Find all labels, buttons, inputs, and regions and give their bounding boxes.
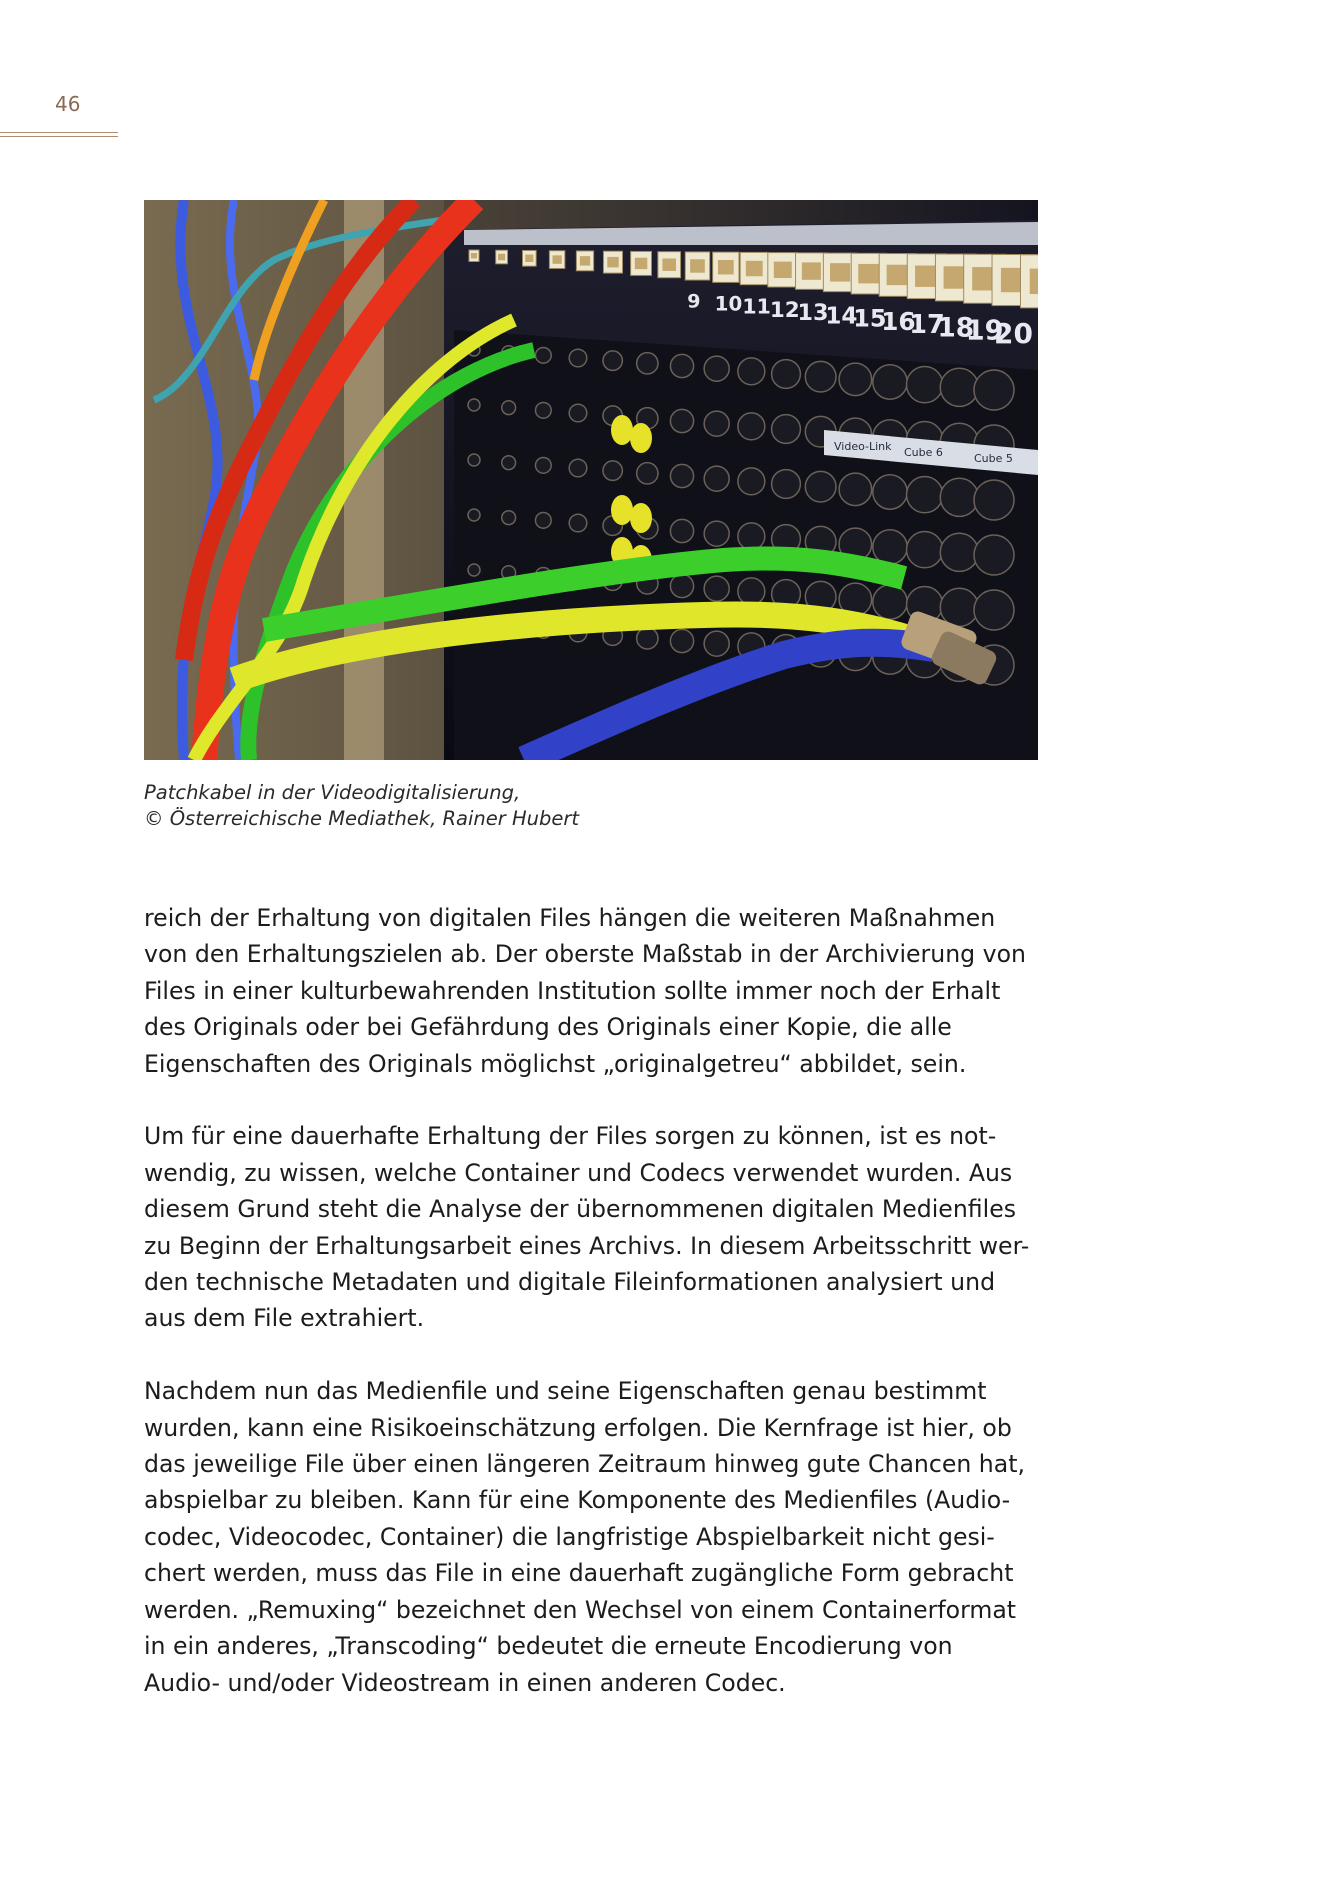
- paragraph-line: werden. „Remuxing“ bezeichnet den Wechsel von einem Containerformat: [144, 1595, 1017, 1624]
- paragraph-line: Eigenschaften des Originals möglichst „originalgetreu“ abbildet, sein.: [144, 1049, 967, 1078]
- port-number-label: 14: [825, 303, 858, 330]
- port-number-label: 15: [853, 304, 887, 333]
- port-number-label: 19: [965, 315, 1004, 347]
- bnc-connector: [907, 477, 943, 513]
- bnc-connector: [704, 521, 729, 546]
- rj45-port-socket: [915, 265, 938, 286]
- rj45-port-socket: [718, 260, 734, 274]
- figure-caption: [144, 780, 1038, 832]
- bnc-connector: [738, 413, 765, 440]
- bnc-connector: [670, 354, 693, 377]
- bnc-connector: [873, 365, 907, 399]
- paragraph-line: das jeweilige File über einen längeren Zeitraum hinweg gute Chancen hat,: [144, 1450, 1025, 1479]
- port-number-label: 16: [881, 306, 916, 336]
- bnc-connector: [873, 475, 907, 509]
- rj45-port-socket: [1030, 269, 1038, 294]
- bnc-connector: [637, 628, 658, 649]
- patch-cable-photo: [144, 200, 1038, 760]
- bnc-connector: [873, 530, 907, 564]
- bnc-connector: [839, 473, 872, 506]
- bnc-connector: [704, 411, 729, 436]
- bnc-connector: [502, 456, 516, 470]
- bnc-connector: [974, 535, 1014, 575]
- bnc-connector: [569, 514, 587, 532]
- bnc-connector: [974, 480, 1014, 520]
- panel-label-text: Cube 5: [974, 452, 1013, 465]
- caption-line: © Österreichische Mediathek, Rainer Hubert: [144, 807, 580, 830]
- rj45-port-socket: [662, 258, 676, 270]
- bnc-connector: [468, 454, 480, 466]
- bnc-connector: [569, 404, 587, 422]
- rj45-port-socket: [690, 259, 705, 272]
- rj45-port-socket: [802, 262, 821, 279]
- bnc-connector: [940, 533, 978, 571]
- paragraph-line: zu Beginn der Erhaltungsarbeit eines Archivs. In diesem Arbeitsschritt wer-: [144, 1231, 1030, 1260]
- bnc-connector: [805, 361, 836, 392]
- rj45-port-socket: [774, 262, 792, 278]
- bnc-connector: [704, 356, 729, 381]
- paragraph-line: Um für eine dauerhafte Erhaltung der Files sorgen zu können, ist es not-: [144, 1122, 997, 1151]
- rj45-port-socket: [607, 257, 618, 267]
- port-number-label: 13: [797, 300, 829, 327]
- bnc-connector: [535, 402, 551, 418]
- bnc-connector: [772, 360, 801, 389]
- bnc-connector: [704, 576, 729, 601]
- port-number-label: 12: [769, 297, 800, 323]
- paragraph: [144, 1118, 1044, 1336]
- bnc-connector: [940, 478, 978, 516]
- bnc-connector: [535, 347, 551, 363]
- panel-label-text: Video-Link: [834, 440, 892, 453]
- bnc-connector: [468, 564, 480, 576]
- rj45-port-socket: [887, 265, 909, 285]
- bnc-connector: [603, 351, 622, 370]
- bnc-connector: [569, 459, 587, 477]
- paragraph-line: Nachdem nun das Medienfile und seine Eigenschaften genau bestimmt: [144, 1377, 987, 1406]
- bnc-connector: [974, 590, 1014, 630]
- port-number-label: 10: [714, 292, 743, 316]
- bnc-connector: [772, 415, 801, 444]
- bnc-connector: [738, 523, 765, 550]
- paragraph: [144, 1373, 1044, 1701]
- bnc-connector: [502, 401, 516, 415]
- bnc-connector: [772, 470, 801, 499]
- bnc-connector: [907, 367, 943, 403]
- bnc-connector: [670, 574, 693, 597]
- bnc-connector: [603, 461, 622, 480]
- body-text: [144, 900, 1044, 1737]
- header-rule-top: [0, 132, 118, 133]
- yellow-plug: [611, 495, 633, 525]
- rj45-port-socket: [525, 255, 533, 262]
- port-number-label: 20: [994, 316, 1033, 350]
- yellow-plug: [611, 415, 633, 445]
- rj45-port-socket: [498, 254, 505, 260]
- paragraph-line: Files in einer kulturbewahrenden Institution sollte immer noch der Erhalt: [144, 976, 1001, 1005]
- page-number: 46: [55, 92, 81, 116]
- paragraph-line: codec, Videocodec, Container) die langfristige Abspielbarkeit nicht gesi-: [144, 1522, 995, 1551]
- bnc-connector: [670, 409, 693, 432]
- rj45-port-socket: [635, 258, 648, 269]
- bnc-connector: [468, 399, 480, 411]
- header-rule-bottom: [0, 136, 118, 137]
- paragraph-line: chert werden, muss das File in eine dauerhaft zugängliche Form gebracht: [144, 1559, 1014, 1588]
- bnc-connector: [873, 585, 907, 619]
- bnc-connector: [670, 519, 693, 542]
- bnc-connector: [974, 370, 1014, 410]
- rj45-port-socket: [552, 255, 561, 263]
- paragraph-line: den technische Metadaten und digitale Fileinformationen analysiert und: [144, 1268, 996, 1297]
- rj45-port-socket: [471, 253, 477, 259]
- bnc-connector: [637, 353, 658, 374]
- rj45-port-socket: [580, 256, 590, 265]
- port-number-label: 18: [937, 313, 975, 344]
- paragraph-line: des Originals oder bei Gefährdung des Originals einer Kopie, die alle: [144, 1013, 952, 1042]
- paragraph-line: aus dem File extrahiert.: [144, 1304, 425, 1333]
- paragraph-line: reich der Erhaltung von digitalen Files hängen die weiteren Maßnahmen: [144, 904, 996, 932]
- paragraph-line: von den Erhaltungszielen ab. Der oberste Maßstab in der Archivierung von: [144, 940, 1026, 969]
- paragraph-line: Audio- und/oder Videostream in einen anderen Codec.: [144, 1668, 786, 1697]
- yellow-plug: [630, 503, 652, 533]
- bnc-connector: [738, 578, 765, 605]
- paragraph-line: diesem Grund steht die Analyse der übernommenen digitalen Medienfiles: [144, 1195, 1017, 1224]
- bnc-connector: [704, 631, 729, 656]
- bnc-connector: [907, 532, 943, 568]
- bnc-connector: [637, 463, 658, 484]
- yellow-plug: [630, 423, 652, 453]
- bnc-connector: [535, 512, 551, 528]
- rj45-port-socket: [746, 261, 763, 276]
- port-number-label: 11: [742, 294, 771, 319]
- bnc-connector: [738, 468, 765, 495]
- paragraph: [144, 900, 1044, 1082]
- paragraph-line: in ein anderes, „Transcoding“ bedeutet die erneute Encodierung von: [144, 1632, 953, 1661]
- port-number-label: 9: [687, 290, 701, 313]
- bnc-connector: [805, 471, 836, 502]
- bnc-connector: [940, 588, 978, 626]
- bnc-connector: [670, 629, 693, 652]
- bnc-connector: [940, 368, 978, 406]
- rj45-port-socket: [830, 263, 850, 281]
- bnc-connector: [839, 363, 872, 396]
- panel-label-text: Cube 6: [904, 446, 943, 459]
- bnc-connector: [670, 464, 693, 487]
- bnc-connector: [569, 349, 587, 367]
- paragraph-line: wurden, kann eine Risikoeinschätzung erfolgen. Die Kernfrage ist hier, ob: [144, 1413, 1012, 1442]
- paragraph-line: wendig, zu wissen, welche Container und Codecs verwendet wurden. Aus: [144, 1158, 1013, 1187]
- bnc-connector: [738, 358, 765, 385]
- bnc-connector: [468, 509, 480, 521]
- paragraph-line: abspielbar zu bleiben. Kann für eine Komponente des Medienfiles (Audio-: [144, 1486, 1011, 1515]
- caption-line: Patchkabel in der Videodigitalisierung,: [144, 781, 521, 804]
- rj45-port-socket: [858, 264, 879, 283]
- bnc-connector: [502, 511, 516, 525]
- bnc-connector: [535, 457, 551, 473]
- bnc-connector: [704, 466, 729, 491]
- port-number-label: 17: [909, 310, 945, 341]
- patch-panel-illustration: [144, 200, 1038, 760]
